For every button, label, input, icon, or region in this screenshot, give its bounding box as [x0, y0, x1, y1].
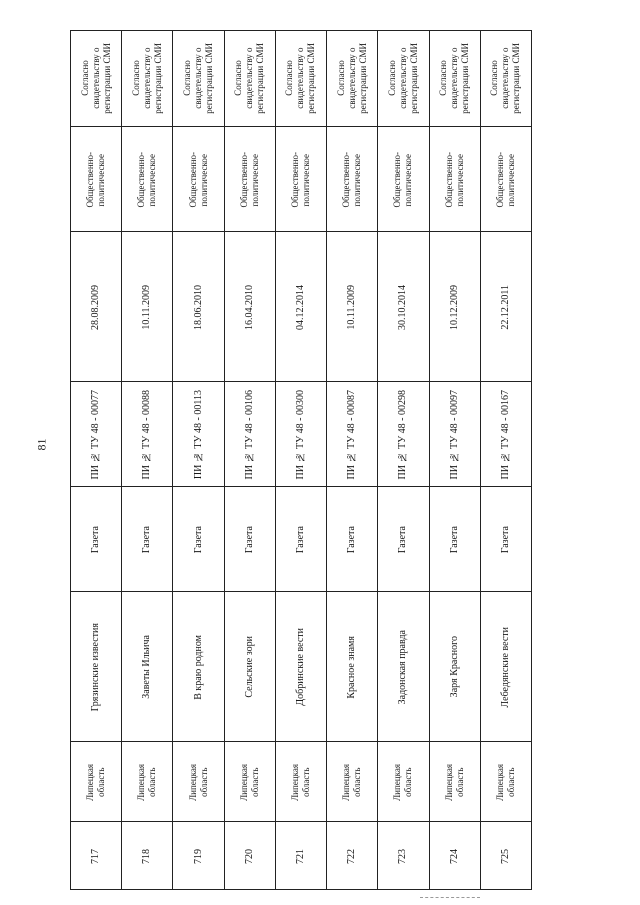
topic-cell	[71, 126, 121, 232]
media-type-cell	[225, 486, 275, 592]
region-cell	[481, 741, 531, 822]
media-name-cell-text: Задонская правда	[397, 629, 409, 705]
media-type-cell-text: Газета	[192, 525, 204, 554]
topic-cell-text: Общественно- политическое	[392, 151, 414, 208]
basis-cell	[225, 31, 275, 126]
region-cell	[327, 741, 377, 822]
registration-number-cell	[378, 381, 428, 487]
media-name-cell-text: В краю родном	[192, 634, 204, 700]
basis-cell-text: Согласно свидетельству о регистрации СМИ	[489, 43, 522, 114]
row-number-cell-text: 722	[346, 848, 358, 864]
table-row	[378, 31, 429, 889]
region-cell-text: Липецкая область	[392, 763, 414, 801]
registration-date-cell-text: 16.04.2010	[243, 284, 255, 330]
registration-date-cell-text: 04.12.2014	[294, 284, 306, 330]
registration-date-cell	[173, 231, 223, 382]
topic-cell-text: Общественно- политическое	[341, 151, 363, 208]
topic-cell	[276, 126, 326, 232]
basis-cell	[430, 31, 480, 126]
registration-number-cell-text: ПИ № ТУ 48 - 00113	[192, 389, 204, 480]
region-cell-text: Липецкая область	[136, 763, 158, 801]
registration-date-cell	[378, 231, 428, 382]
row-number-cell	[276, 821, 326, 890]
media-name-cell	[430, 591, 480, 742]
row-number-cell-text: 720	[243, 848, 255, 864]
media-type-cell-text: Газета	[294, 525, 306, 554]
registration-date-cell	[71, 231, 121, 382]
registration-date-cell-text: 22.12.2011	[499, 284, 511, 330]
row-number-cell-text: 717	[90, 848, 102, 864]
row-number-cell-text: 718	[141, 848, 153, 864]
registration-number-cell-text: ПИ № ТУ 48 - 00087	[346, 389, 358, 480]
media-name-cell	[327, 591, 377, 742]
media-name-cell	[378, 591, 428, 742]
registration-number-cell	[225, 381, 275, 487]
registration-date-cell	[481, 231, 531, 382]
registration-number-cell-text: ПИ № ТУ 48 - 00097	[448, 389, 460, 480]
media-type-cell-text: Газета	[90, 525, 102, 554]
media-type-cell	[481, 486, 531, 592]
basis-cell-text: Согласно свидетельству о регистрации СМИ	[438, 43, 471, 114]
registration-date-cell-text: 10.11.2009	[346, 284, 358, 330]
registration-number-cell-text: ПИ № ТУ 48 - 00077	[90, 389, 102, 480]
basis-cell-text: Согласно свидетельству о регистрации СМИ	[284, 43, 317, 114]
media-name-cell	[173, 591, 223, 742]
region-cell	[225, 741, 275, 822]
media-name-cell-text: Лебедянские вести	[499, 626, 511, 708]
registration-date-cell	[225, 231, 275, 382]
media-name-cell-text: Красное знамя	[346, 635, 358, 699]
region-cell-text: Липецкая область	[494, 763, 516, 801]
table-row	[71, 31, 122, 889]
registration-number-cell	[430, 381, 480, 487]
basis-cell-text: Согласно свидетельству о регистрации СМИ	[79, 43, 112, 114]
media-name-cell-text: Добринские вести	[294, 628, 306, 706]
media-type-cell	[173, 486, 223, 592]
media-type-cell	[327, 486, 377, 592]
region-cell	[173, 741, 223, 822]
topic-cell	[173, 126, 223, 232]
basis-cell	[481, 31, 531, 126]
region-cell-text: Липецкая область	[443, 763, 465, 801]
registration-date-cell	[122, 231, 172, 382]
basis-cell	[276, 31, 326, 126]
table-row	[225, 31, 276, 889]
region-cell-text: Липецкая область	[187, 763, 209, 801]
table-row	[122, 31, 173, 889]
registration-number-cell-text: ПИ № ТУ 48 - 00088	[141, 389, 153, 480]
table-row	[430, 31, 481, 889]
scan-artifact	[420, 897, 480, 899]
registration-date-cell	[276, 231, 326, 382]
region-cell-text: Липецкая область	[289, 763, 311, 801]
region-cell-text: Липецкая область	[85, 763, 107, 801]
table-row	[327, 31, 378, 889]
table-row	[481, 31, 531, 889]
basis-cell	[71, 31, 121, 126]
registration-number-cell-text: ПИ № ТУ 48 - 00298	[397, 389, 409, 480]
registration-date-cell-text: 10.12.2009	[448, 284, 460, 330]
row-number-cell-text: 723	[397, 848, 409, 864]
topic-cell	[225, 126, 275, 232]
media-registry-table	[70, 30, 532, 890]
row-number-cell	[122, 821, 172, 890]
topic-cell	[122, 126, 172, 232]
topic-cell-text: Общественно- политическое	[494, 151, 516, 208]
row-number-cell-text: 721	[294, 848, 306, 864]
registration-number-cell	[122, 381, 172, 487]
region-cell	[122, 741, 172, 822]
media-type-cell-text: Газета	[448, 525, 460, 554]
table-row	[173, 31, 224, 889]
topic-cell	[327, 126, 377, 232]
media-name-cell	[71, 591, 121, 742]
registration-date-cell-text: 18.06.2010	[192, 284, 204, 330]
basis-cell	[378, 31, 428, 126]
registration-number-cell	[276, 381, 326, 487]
row-number-cell	[71, 821, 121, 890]
registration-date-cell-text: 10.11.2009	[141, 284, 153, 330]
media-type-cell	[430, 486, 480, 592]
registration-number-cell	[71, 381, 121, 487]
registration-date-cell	[327, 231, 377, 382]
region-cell	[71, 741, 121, 822]
media-type-cell-text: Газета	[499, 525, 511, 554]
media-name-cell-text: Заря Красного	[448, 636, 460, 698]
topic-cell	[430, 126, 480, 232]
topic-cell-text: Общественно- политическое	[136, 151, 158, 208]
registration-date-cell-text: 30.10.2014	[397, 284, 409, 330]
topic-cell	[481, 126, 531, 232]
registration-number-cell	[173, 381, 223, 487]
registration-number-cell-text: ПИ № ТУ 48 - 00106	[243, 389, 255, 480]
region-cell-text: Липецкая область	[238, 763, 260, 801]
topic-cell-text: Общественно- политическое	[238, 151, 260, 208]
topic-cell-text: Общественно- политическое	[187, 151, 209, 208]
row-number-cell	[481, 821, 531, 890]
basis-cell-text: Согласно свидетельству о регистрации СМИ	[335, 43, 368, 114]
media-name-cell	[276, 591, 326, 742]
registration-number-cell	[327, 381, 377, 487]
registration-date-cell-text: 28.08.2009	[90, 284, 102, 330]
media-type-cell	[378, 486, 428, 592]
basis-cell	[173, 31, 223, 126]
row-number-cell-text: 719	[192, 848, 204, 864]
media-name-cell-text: Грязинские известия	[90, 622, 102, 712]
registration-number-cell-text: ПИ № ТУ 48 - 00167	[499, 389, 511, 480]
topic-cell-text: Общественно- политическое	[289, 151, 311, 208]
basis-cell-text: Согласно свидетельству о регистрации СМИ	[233, 43, 266, 114]
registration-number-cell-text: ПИ № ТУ 48 - 00300	[294, 389, 306, 480]
row-number-cell	[173, 821, 223, 890]
media-type-cell-text: Газета	[141, 525, 153, 554]
media-type-cell-text: Газета	[243, 525, 255, 554]
registration-number-cell	[481, 381, 531, 487]
media-name-cell-text: Заветы Ильича	[141, 635, 153, 699]
basis-cell-text: Согласно свидетельству о регистрации СМИ	[130, 43, 163, 114]
row-number-cell	[378, 821, 428, 890]
registration-date-cell	[430, 231, 480, 382]
media-type-cell-text: Газета	[397, 525, 409, 554]
row-number-cell-text: 725	[499, 848, 511, 864]
page-number: 81	[34, 438, 49, 451]
basis-cell	[327, 31, 377, 126]
region-cell	[430, 741, 480, 822]
region-cell-text: Липецкая область	[341, 763, 363, 801]
topic-cell	[378, 126, 428, 232]
row-number-cell-text: 724	[448, 848, 460, 864]
media-name-cell-text: Сельские зори	[243, 636, 255, 698]
topic-cell-text: Общественно- политическое	[85, 151, 107, 208]
row-number-cell	[430, 821, 480, 890]
region-cell	[276, 741, 326, 822]
basis-cell	[122, 31, 172, 126]
basis-cell-text: Согласно свидетельству о регистрации СМИ	[182, 43, 215, 114]
topic-cell-text: Общественно- политическое	[443, 151, 465, 208]
row-number-cell	[327, 821, 377, 890]
media-type-cell	[71, 486, 121, 592]
media-name-cell	[122, 591, 172, 742]
media-name-cell	[225, 591, 275, 742]
media-name-cell	[481, 591, 531, 742]
media-type-cell	[276, 486, 326, 592]
region-cell	[378, 741, 428, 822]
basis-cell-text: Согласно свидетельству о регистрации СМИ	[386, 43, 419, 114]
media-type-cell-text: Газета	[346, 525, 358, 554]
table-row	[276, 31, 327, 889]
row-number-cell	[225, 821, 275, 890]
media-type-cell	[122, 486, 172, 592]
